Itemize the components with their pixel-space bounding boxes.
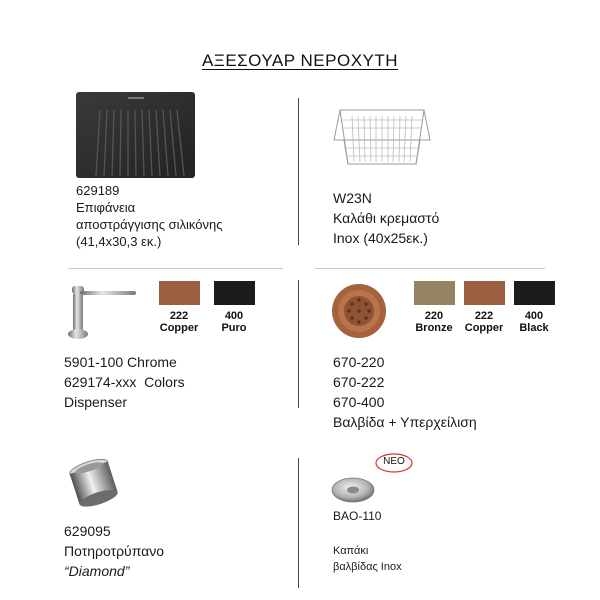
- drain-mat-caption: [76, 182, 296, 250]
- cap-code: BAO-110: [333, 509, 382, 523]
- swatch-label-puro: [204, 310, 264, 334]
- dispenser-line1: 5901-100 Chrome: [64, 354, 177, 370]
- new-badge: [374, 452, 414, 474]
- valve-cap-image: [330, 470, 376, 504]
- swatch-num: 220: [424, 310, 444, 322]
- valve-line3: 670-400: [333, 394, 385, 410]
- basket-caption: [333, 188, 553, 248]
- drain-mat-line2: αποστράγγισης σιλικόνης: [76, 217, 223, 232]
- swatch-puro: [214, 281, 255, 305]
- strainer-code: 629095: [64, 523, 111, 539]
- horizontal-divider-left: [68, 268, 283, 269]
- swatch-num: 222: [169, 310, 189, 322]
- dispenser-caption: [64, 352, 284, 412]
- vertical-divider-bottom: [298, 458, 299, 588]
- swatch-label-black: [504, 310, 564, 334]
- cap-line2: βαλβίδας Inox: [333, 561, 402, 573]
- vertical-divider-top: [298, 98, 299, 245]
- valve-line1: 670-220: [333, 354, 385, 370]
- swatch-copper: [159, 281, 200, 305]
- swatch-copper: [464, 281, 505, 305]
- cap-line1: Καπάκι: [333, 545, 369, 557]
- swatch-name: Copper: [159, 322, 199, 334]
- swatch-num: 400: [224, 310, 244, 322]
- swatch-name: Copper: [464, 322, 504, 334]
- swatch-name: Black: [519, 322, 549, 334]
- swatch-black: [514, 281, 555, 305]
- strainer-line1: Ποτηροτρύπανο: [64, 543, 165, 559]
- valve-line4: Βαλβίδα + Υπερχείλιση: [333, 414, 477, 430]
- basket-code: W23N: [333, 190, 372, 206]
- swatch-num: 222: [474, 310, 494, 322]
- new-badge-label: NEO: [383, 456, 405, 467]
- strainer-line2: “Diamond”: [64, 563, 130, 579]
- swatch-bronze: [414, 281, 455, 305]
- diamond-strainer-image: [64, 455, 124, 513]
- dispenser-line2: 629174-xxx Colors: [64, 374, 185, 390]
- page-title: ΑΞΕΣΟΥΑΡ ΝΕΡΟΧΥΤΗ: [201, 51, 399, 70]
- valve-line2: 670-222: [333, 374, 385, 390]
- copper-valve-image: [330, 282, 388, 340]
- dispenser-line3: Dispenser: [64, 394, 128, 410]
- hanging-basket-image: [332, 106, 432, 168]
- soap-dispenser-image: [60, 282, 140, 344]
- swatch-name: Bronze: [415, 322, 453, 334]
- vertical-divider-middle: [298, 280, 299, 408]
- basket-line1: Καλάθι κρεμαστό: [333, 210, 440, 226]
- swatch-num: 400: [524, 310, 544, 322]
- drain-mat-line1: Επιφάνεια: [76, 200, 136, 215]
- horizontal-divider-right: [315, 268, 545, 269]
- valve-caption: [333, 352, 573, 432]
- swatch-label-copper: [149, 310, 209, 334]
- drain-mat-code: 629189: [76, 183, 120, 198]
- strainer-caption: [64, 521, 284, 581]
- cap-caption: [333, 543, 533, 575]
- drain-mat-line3: (41,4x30,3 εκ.): [76, 234, 162, 249]
- basket-line2: Inox (40x25εκ.): [333, 230, 428, 246]
- swatch-name: Puro: [221, 322, 247, 334]
- silicone-drain-mat-image: [76, 92, 195, 178]
